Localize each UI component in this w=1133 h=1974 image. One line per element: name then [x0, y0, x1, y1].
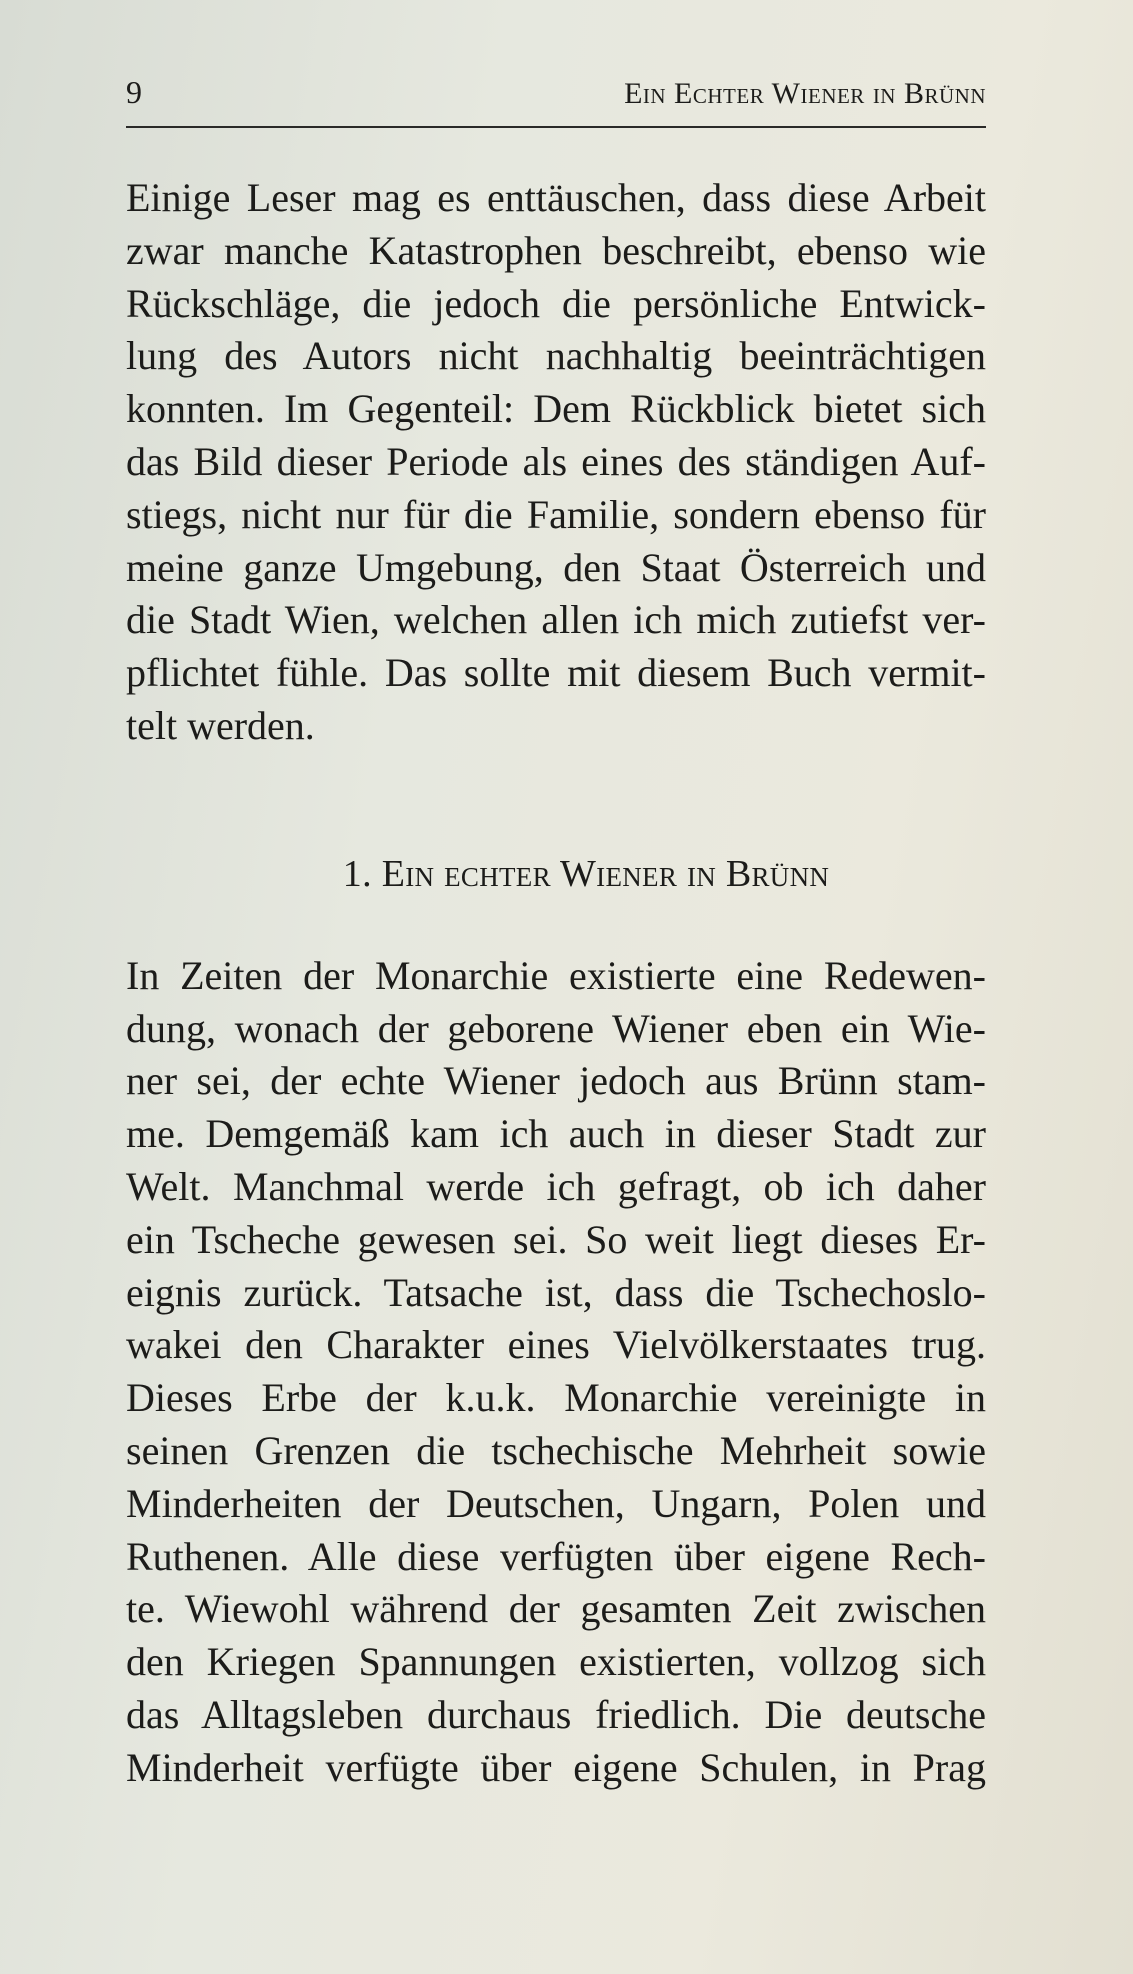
text-line: konnten. Im Gegenteil: Dem Rückblick bietet sich — [126, 386, 986, 432]
text-line: Rückschläge, die jedoch die persönliche Entwick- — [126, 280, 986, 326]
page-number: 9 — [126, 74, 142, 110]
text-line: seinen Grenzen die tschechische Mehrheit sowie — [126, 1427, 986, 1473]
text-line: telt werden. — [126, 702, 315, 748]
text-line: das Bild dieser Periode als eines des ständigen Auf- — [126, 438, 986, 484]
running-head — [126, 70, 986, 128]
text-line: dung, wonach der geborene Wiener eben ein Wie- — [126, 1005, 986, 1051]
section-heading: 1. Ein echter Wiener in Brünn — [342, 852, 830, 895]
book-page — [126, 70, 986, 1795]
text-line: die Stadt Wien, welchen allen ich mich zutiefst ver- — [126, 597, 986, 643]
text-line: zwar manche Katastrophen beschreibt, ebenso wie — [126, 227, 986, 273]
text-line: te. Wiewohl während der gesamten Zeit zwischen — [126, 1586, 986, 1632]
text-line: stiegs, nicht nur für die Familie, sondern ebenso für — [126, 491, 986, 537]
text-line: Minderheit verfügte über eigene Schulen, in Prag — [126, 1744, 986, 1790]
text-line: wakei den Charakter eines Vielvölkerstaates trug. — [126, 1322, 986, 1368]
text-line: Dieses Erbe der k.u.k. Monarchie vereinigte in — [126, 1375, 986, 1421]
section-paragraph — [126, 950, 986, 1795]
text-line: In Zeiten der Monarchie existierte eine Redewen- — [126, 952, 986, 998]
text-line: das Alltagsleben durchaus friedlich. Die deutsche — [126, 1691, 986, 1737]
text-line: eignis zurück. Tatsache ist, dass die Tschechoslo- — [126, 1269, 986, 1315]
text-line: Welt. Manchmal werde ich gefragt, ob ich daher — [126, 1163, 986, 1209]
text-line: ner sei, der echte Wiener jedoch aus Brünn stam- — [126, 1058, 986, 1104]
text-line: Ruthenen. Alle diese verfügten über eigene Rech- — [126, 1533, 986, 1579]
text-line: pflichtet fühle. Das sollte mit diesem Buch vermit- — [126, 650, 986, 696]
text-line: meine ganze Umgebung, den Staat Österreich und — [126, 544, 986, 590]
text-line: Minderheiten der Deutschen, Ungarn, Polen und — [126, 1480, 986, 1526]
intro-paragraph — [126, 172, 986, 753]
text-line: den Kriegen Spannungen existierten, vollzog sich — [126, 1639, 986, 1685]
text-line: lung des Autors nicht nachhaltig beeinträchtigen — [126, 333, 986, 379]
text-line: ein Tscheche gewesen sei. So weit liegt dieses Er- — [126, 1216, 986, 1262]
text-line: Einige Leser mag es enttäuschen, dass diese Arbeit — [126, 175, 986, 220]
text-line: me. Demgemäß kam ich auch in dieser Stadt zur — [126, 1111, 986, 1157]
running-title: Ein Echter Wiener in Brünn — [624, 77, 986, 110]
